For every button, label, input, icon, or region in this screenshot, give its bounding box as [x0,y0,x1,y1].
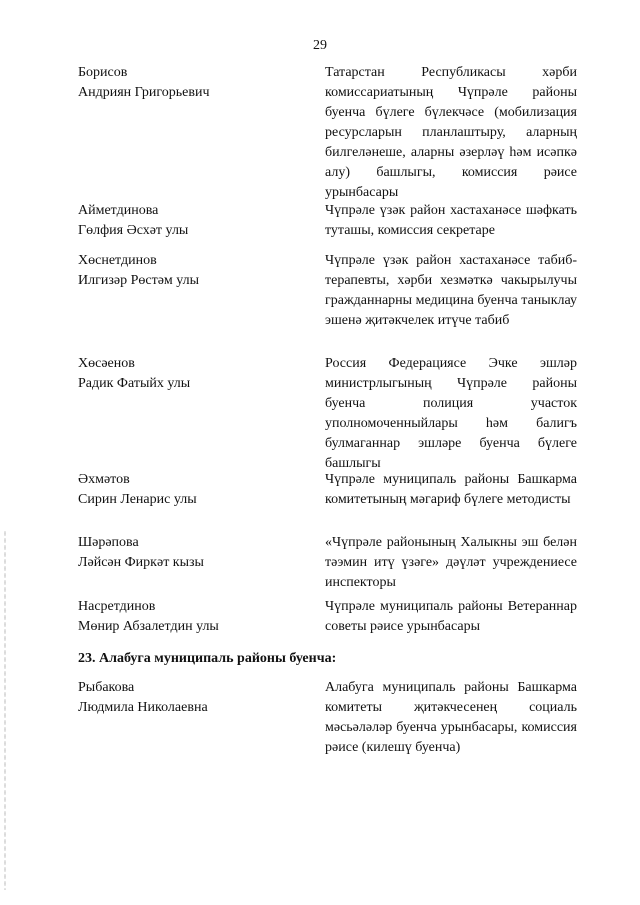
member-name [78,63,303,103]
member-role: Татарстан Республикасы хәрби комиссариатының Чүпрәле районы буенча бүлеге бүлекчәсе (мобилизация ресурсларын планлаштыру, аларның билгеләнеше, аларны әзерләү һәм исәпкә алу) башлыгы, комиссия рәисе урынбасары [325,65,577,200]
member-role: Чүпрәле үзәк район хастаханәсе шәфкать туташы, комиссия секретаре [325,203,577,238]
member-role: Чүпрәле муниципаль районы Ветераннар советы рәисе урынбасары [325,599,577,634]
member-given-names: Сирин Ленарис улы [78,492,197,507]
member-name [78,678,303,718]
member-given-names: Ләйсән Фиркәт кызы [78,555,204,570]
member-surname: Әхмәтов [78,472,130,487]
member-role: Алабуга муниципаль районы Башкарма комитеты җитәкчесенең социаль мәсьәләләр буенча урынбасары, комиссия рәисе (килешү буенча) [325,680,577,755]
member-given-names: Андриян Григорьевич [78,85,210,100]
member-role: «Чүпрәле районының Халыкны эш белән тәэмин итү үзәге» дәүләт учреждениесе инспекторы [325,535,577,590]
member-surname: Рыбакова [78,680,135,695]
page-number: 29 [313,38,327,53]
member-given-names: Илгизәр Рөстәм улы [78,273,200,288]
section-heading: 23. Алабуга муниципаль районы буенча: [78,651,337,666]
member-role: Россия Федерациясе Эчке эшләр министрлыгының Чүпрәле районы буенча полиция участок уполномоченныйлары һәм балигъ булмаганнар эшләре буенча бүлеге башлыгы [325,356,577,471]
scan-margin-dots [4,530,6,890]
member-given-names: Людмила Николаевна [78,700,208,715]
member-surname: Хөснетдинов [78,253,157,268]
member-role: Чүпрәле муниципаль районы Башкарма комитетының мәгариф бүлеге методисты [325,472,577,507]
member-name [78,533,303,573]
member-surname: Насретдинов [78,599,156,614]
member-given-names: Гөлфия Әсхәт улы [78,223,189,238]
member-role: Чүпрәле үзәк район хастаханәсе табиб-терапевты, хәрби хезмәткә чакырылучы гражданнарны медицина буенча таныклау эшенә җитәкчелек итүче табиб [325,253,577,328]
member-name [78,251,303,291]
member-surname: Айметдинова [78,203,159,218]
member-name [78,201,303,241]
member-given-names: Радик Фатыйх улы [78,376,191,391]
member-surname: Хөсәенов [78,356,135,371]
member-name [78,354,303,394]
member-given-names: Мөнир Абзалетдин улы [78,619,219,634]
member-name [78,470,303,510]
member-surname: Борисов [78,65,128,80]
member-name [78,597,303,637]
member-surname: Шәрәпова [78,535,139,550]
